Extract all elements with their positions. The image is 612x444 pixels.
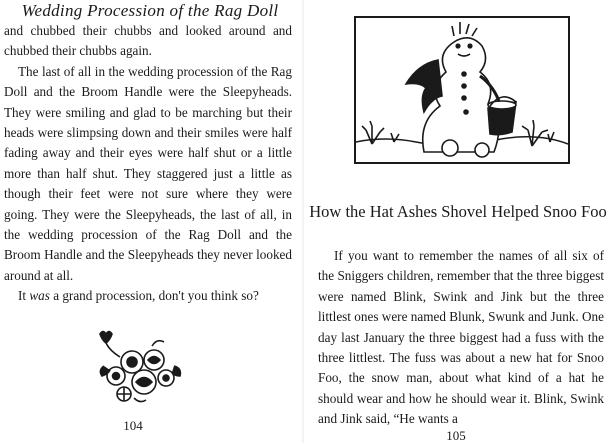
paragraph — [4, 286, 292, 306]
paragraph: The last of all in the wedding procession of the Rag Doll and the Broom Handle were the Sleepyheads. They were smiling and glad to be marching but their heads were slimpsing down and their smiles were half fading away and their eyes were half shut or a little more than half shut. They staggered just a little as though their feet were not sure where they were going. They were the Sleepyheads, the last of all, in the wedding procession of the Rag Doll and the Broom Handle and the Sleepyheads they never looked around at all. — [4, 63, 292, 283]
right-page — [306, 0, 612, 443]
left-page — [0, 0, 300, 443]
flower-bouquet-icon — [90, 326, 186, 406]
page-number: 104 — [123, 418, 143, 433]
page-number: 105 — [446, 428, 466, 443]
chapter-title: How the Hat Ashes Shovel Helped Snoo Foo — [309, 202, 607, 221]
right-page-text — [318, 246, 604, 430]
paragraph: and chubbed their chubbs and looked around and chubbed their chubbs again. — [4, 23, 292, 59]
running-head: Wedding Procession of the Rag Doll — [21, 1, 279, 20]
paragraph-text: It — [18, 288, 30, 304]
page-gutter — [302, 0, 304, 443]
emphasis-text: was — [29, 288, 50, 304]
paragraph-text: a grand procession, don't you think so? — [49, 288, 259, 304]
left-page-text — [4, 21, 292, 307]
paragraph: If you want to remember the names of all six of the Sniggers children, remember that the three biggest were named Blink, Swink and Jink but the three littlest ones were named Blunk, Swunk and Junk. One day last January the three biggest had a fuss with the three littlest. The fuss was about a new hat for Snoo Foo, the snow man, about what kind of a hat he should wear and how he should wear it. Blink, Swink and Jink said, “He wants a — [318, 248, 604, 427]
snowman-with-bucket-illustration — [354, 16, 570, 164]
